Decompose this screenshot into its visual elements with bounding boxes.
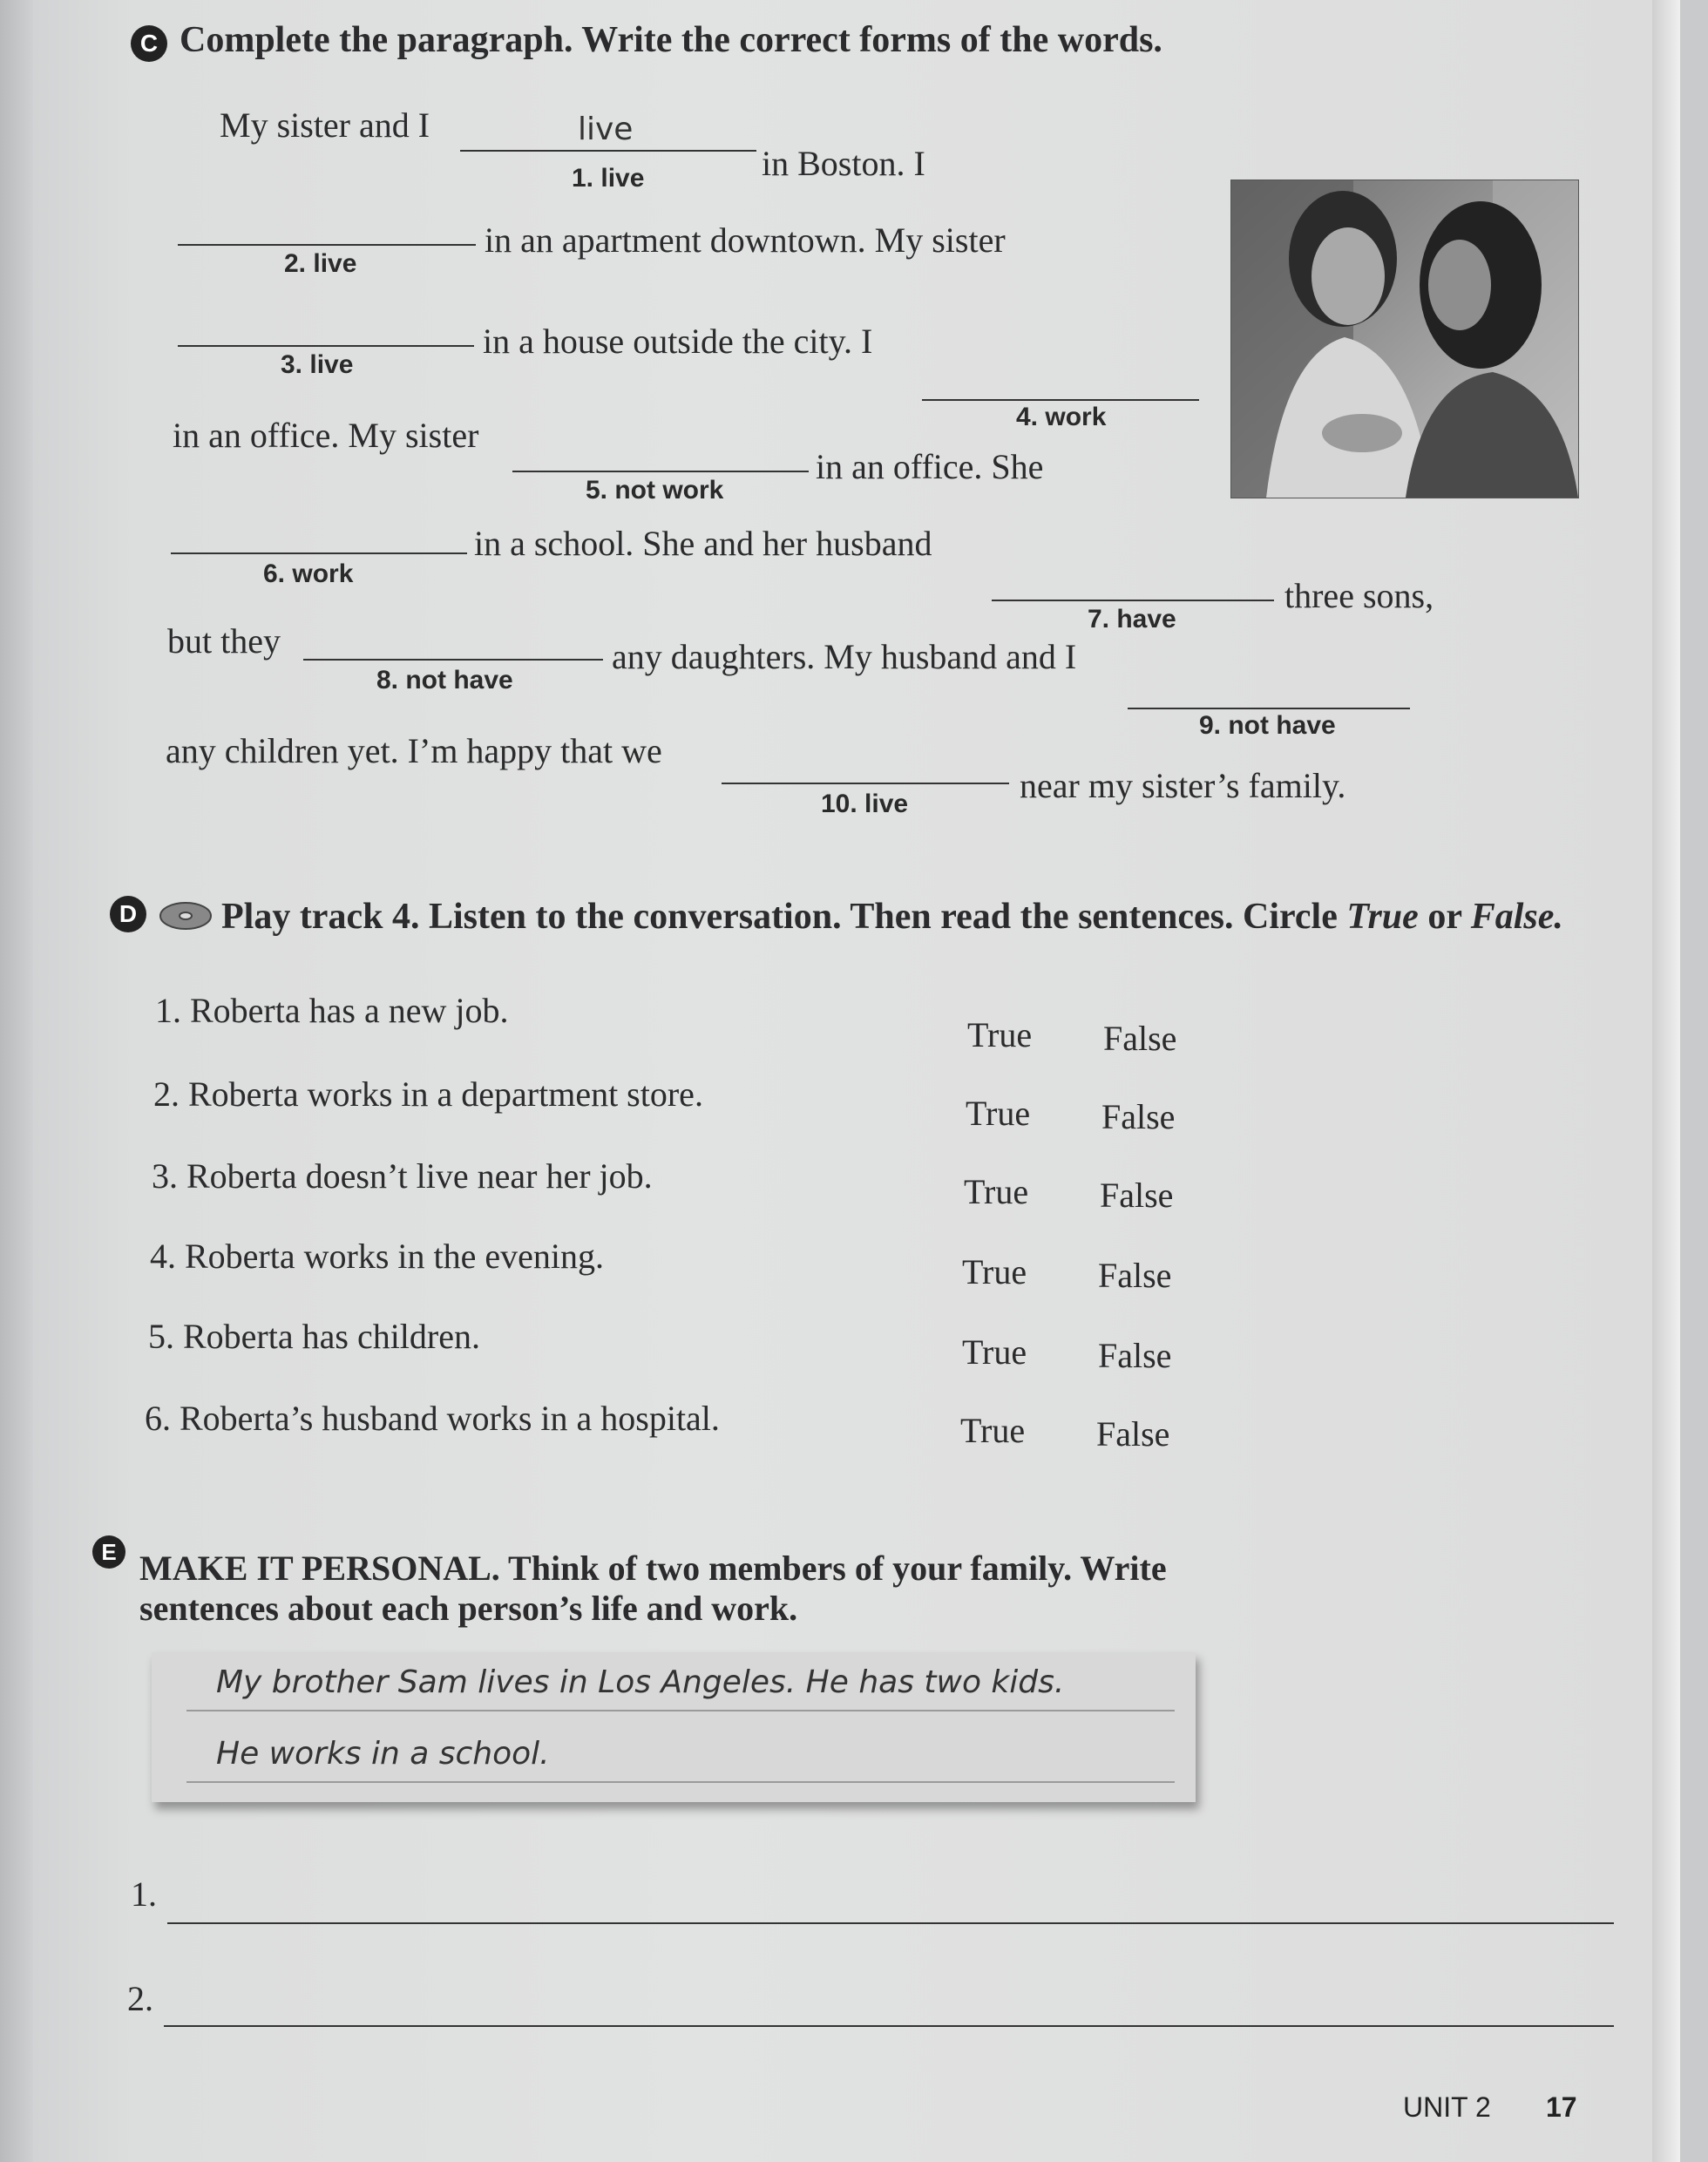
false-option-4[interactable]: False: [1098, 1256, 1172, 1295]
paragraph-text-11: any children yet. I’m happy that we: [166, 731, 662, 770]
workbook-page: [33, 0, 1680, 2162]
answer-line-1[interactable]: [167, 1922, 1614, 1924]
sample-answer: live: [578, 112, 634, 147]
tf-item-3: 3. Roberta doesn’t live near her job.: [152, 1156, 653, 1196]
hint-5: 5. not work: [586, 476, 724, 505]
example-rule-1: [186, 1710, 1175, 1711]
paragraph-text-2: in Boston. I: [762, 144, 925, 183]
true-option-1[interactable]: True: [967, 1015, 1033, 1054]
section-c-heading: [131, 19, 1162, 62]
true-option-6[interactable]: True: [960, 1411, 1026, 1450]
section-e-instruction-line2: sentences about each person’s life and work.: [139, 1589, 798, 1628]
section-e-instruction-line1: MAKE IT PERSONAL. Think of two members of your family. Write: [139, 1549, 1167, 1588]
paragraph-text-12: near my sister’s family.: [1020, 766, 1346, 805]
blank-7[interactable]: [992, 600, 1274, 601]
page-number: 17: [1546, 2091, 1577, 2123]
section-c-instruction: Complete the paragraph. Write the correct forms of the words.: [180, 20, 1162, 60]
section-d-heading: [110, 896, 1563, 937]
false-option-6[interactable]: False: [1096, 1414, 1170, 1454]
blank-5[interactable]: [512, 471, 809, 472]
book-spine-shadow: [0, 0, 33, 2162]
section-c-badge: C: [131, 25, 167, 62]
tf-item-1: 1. Roberta has a new job.: [155, 991, 509, 1030]
example-box: [152, 1652, 1196, 1802]
section-d-badge: D: [110, 896, 146, 932]
false-option-5[interactable]: False: [1098, 1336, 1172, 1375]
section-e-badge: E: [92, 1535, 125, 1569]
paragraph-text-7: in a school. She and her husband: [474, 524, 932, 563]
example-sentence-1: My brother Sam lives in Los Angeles. He has two kids.: [216, 1664, 1065, 1700]
tf-item-4: 4. Roberta works in the evening.: [150, 1237, 604, 1276]
answer-label-1: 1.: [131, 1874, 157, 1914]
hint-1: 1. live: [572, 164, 645, 193]
paragraph-text-4: in a house outside the city. I: [483, 322, 873, 361]
paragraph-text-3: in an apartment downtown. My sister: [485, 220, 1006, 260]
blank-10[interactable]: [722, 783, 1009, 784]
tf-item-6: 6. Roberta’s husband works in a hospital.: [145, 1399, 720, 1438]
hint-6: 6. work: [263, 559, 354, 588]
hint-3: 3. live: [281, 350, 354, 379]
hint-10: 10. live: [821, 790, 909, 818]
true-option-5[interactable]: True: [962, 1332, 1027, 1372]
hint-7: 7. have: [1088, 605, 1176, 634]
photo-two-women-icon: [1231, 180, 1578, 498]
example-rule-2: [186, 1781, 1175, 1783]
tf-item-5: 5. Roberta has children.: [148, 1317, 480, 1356]
blank-3[interactable]: [178, 345, 474, 347]
blank-2[interactable]: [178, 244, 476, 246]
blank-6[interactable]: [171, 552, 467, 554]
true-option-3[interactable]: True: [964, 1172, 1029, 1211]
next-page-edge: [1652, 0, 1680, 2162]
false-option-3[interactable]: False: [1100, 1176, 1174, 1215]
unit-label: UNIT 2: [1403, 2091, 1491, 2123]
paragraph-text-5: in an office. My sister: [173, 416, 479, 455]
paragraph-text-1: My sister and I: [220, 105, 430, 145]
true-option-2[interactable]: True: [966, 1094, 1031, 1133]
paragraph-text-9: but they: [167, 621, 281, 661]
paragraph-text-8: three sons,: [1284, 576, 1434, 615]
hint-9: 9. not have: [1199, 711, 1336, 740]
blank-9[interactable]: [1128, 708, 1410, 709]
true-option-4[interactable]: True: [962, 1252, 1027, 1291]
hint-4: 4. work: [1016, 403, 1107, 431]
hint-8: 8. not have: [376, 666, 513, 695]
blank-1[interactable]: [460, 112, 756, 152]
answer-line-2[interactable]: [164, 2025, 1614, 2027]
family-photo: [1230, 180, 1579, 498]
paragraph-text-6: in an office. She: [816, 447, 1044, 486]
blank-4[interactable]: [922, 399, 1199, 401]
example-sentence-2: He works in a school.: [216, 1736, 550, 1772]
hint-2: 2. live: [284, 249, 357, 278]
cd-icon: [159, 901, 213, 935]
section-e-heading: [92, 1535, 125, 1569]
section-d-instruction: Play track 4. Listen to the conversation. Then read the sentences. Circle True or False.: [221, 897, 1563, 937]
blank-8[interactable]: [303, 659, 603, 661]
answer-label-2: 2.: [127, 1979, 153, 2018]
paragraph-text-10: any daughters. My husband and I: [612, 637, 1077, 676]
false-option-2[interactable]: False: [1101, 1097, 1176, 1136]
false-option-1[interactable]: False: [1103, 1019, 1177, 1058]
tf-item-2: 2. Roberta works in a department store.: [153, 1074, 703, 1114]
